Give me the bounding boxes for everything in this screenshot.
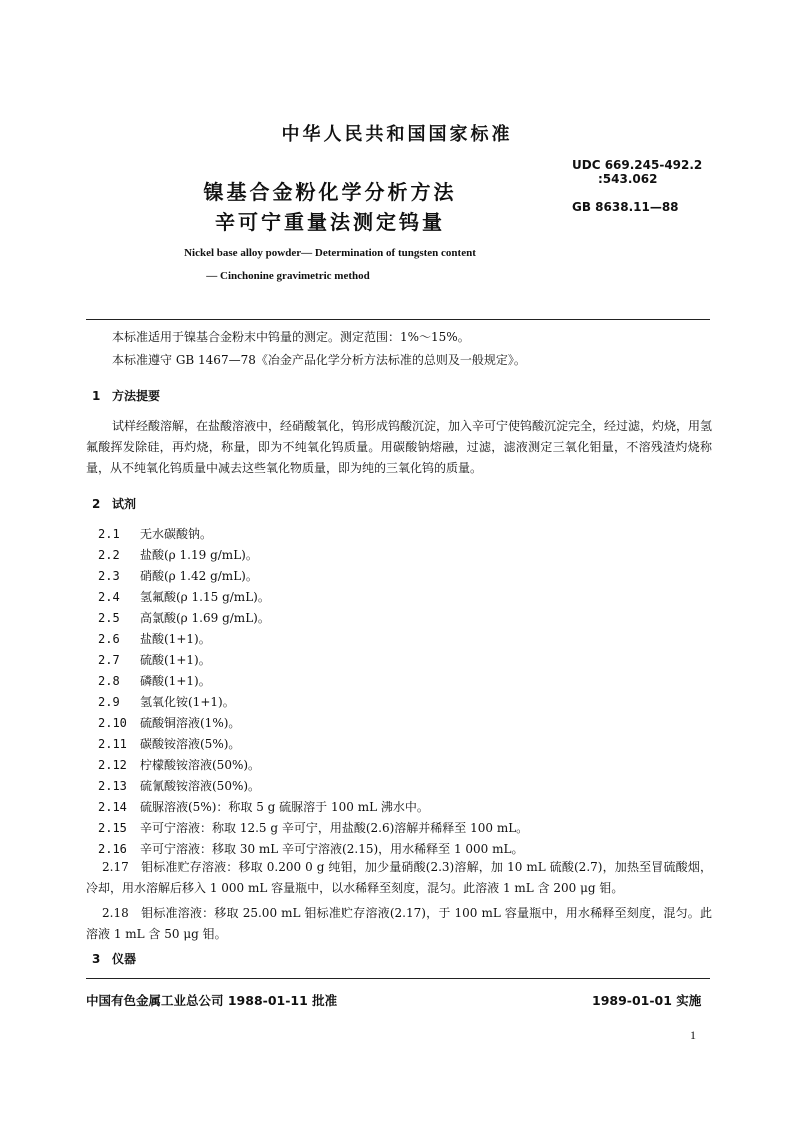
item-number: 2.6 bbox=[98, 632, 120, 646]
reagent-item bbox=[98, 777, 260, 794]
section-1-body: 试样经酸溶解，在盐酸溶液中，经硝酸氧化，钨形成钨酸沉淀，加入辛可宁使钨酸沉淀完全，经过滤，灼烧，用氢氟酸挥发除硅，再灼烧，称量，即为不纯氧化钨质量。用碳酸钠熔融，过滤，滤液测定三氧化钼量，不溶残渣灼烧称量，从不纯氧化钨质量中减去这些氧化物质量，即为纯的三氧化钨的质量。 bbox=[86, 419, 713, 475]
reagent-item bbox=[98, 714, 240, 731]
item-number: 2.15 bbox=[98, 821, 127, 835]
national-standard-heading: 中华人民共和国国家标准 bbox=[281, 124, 513, 145]
item-number: 2.13 bbox=[98, 779, 127, 793]
item-number: 2.3 bbox=[98, 569, 120, 583]
item-number: 2.10 bbox=[98, 716, 127, 730]
item-text: 碳酸铵溶液(5%)。 bbox=[140, 737, 241, 751]
reagent-item bbox=[98, 525, 212, 542]
compliance-paragraph: 本标准遵守 GB 1467—78《冶金产品化学分析方法标准的总则及一般规定》。 bbox=[112, 353, 526, 367]
reagent-item bbox=[98, 672, 211, 689]
item-text: 硫酸铜溶液(1%)。 bbox=[140, 716, 241, 730]
item-text: 辛可宁溶液：移取 30 mL 辛可宁溶液(2.15)，用水稀释至 1 000 mL。 bbox=[140, 842, 524, 856]
section-title: 仪器 bbox=[112, 952, 137, 966]
gb-number: GB 8638.11—88 bbox=[572, 200, 679, 214]
english-title-line1: Nickel base alloy powder— Determination of tungsten content bbox=[184, 247, 476, 259]
section-2-heading bbox=[92, 495, 136, 512]
section-number: 3 bbox=[92, 952, 101, 966]
page-number: 1 bbox=[690, 1028, 696, 1042]
section-title: 试剂 bbox=[112, 497, 137, 511]
reagent-item bbox=[98, 798, 429, 815]
section-1-heading bbox=[92, 387, 160, 404]
item-text: 盐酸(ρ 1.19 g/mL)。 bbox=[140, 548, 258, 562]
reagent-item bbox=[98, 546, 258, 563]
reagent-item bbox=[98, 840, 523, 857]
document-title-line2: 辛可宁重量法测定钨量 bbox=[215, 210, 445, 234]
item-text: 辛可宁溶液：称取 12.5 g 辛可宁，用盐酸(2.6)溶解并稀释至 100 mL。 bbox=[140, 821, 529, 835]
item-number: 2.8 bbox=[98, 674, 120, 688]
reagent-item bbox=[98, 630, 211, 647]
section-number: 1 bbox=[92, 389, 101, 403]
item-text: 氢氟酸(ρ 1.15 g/mL)。 bbox=[140, 590, 270, 604]
item-number: 2.16 bbox=[98, 842, 127, 856]
reagent-item bbox=[98, 735, 240, 752]
scope-paragraph: 本标准适用于镍基合金粉末中钨量的测定。测定范围：1%～15%。 bbox=[112, 330, 470, 344]
approval-note: 中国有色金属工业总公司 1988-01-11 批准 bbox=[86, 993, 338, 1008]
item-text: 硫氰酸铵溶液(50%)。 bbox=[140, 779, 261, 793]
item-text: 氢氧化铵(1+1)。 bbox=[140, 695, 235, 709]
header-divider bbox=[86, 319, 710, 320]
item-number: 2.4 bbox=[98, 590, 120, 604]
udc-code-cont: :543.062 bbox=[598, 172, 658, 186]
item-text: 硝酸(ρ 1.42 g/mL)。 bbox=[140, 569, 258, 583]
item-number: 2.9 bbox=[98, 695, 120, 709]
item-text: 无水碳酸钠。 bbox=[140, 527, 213, 541]
reagent-item bbox=[98, 609, 270, 626]
reagent-item-2-17: 2.17 钼标准贮存溶液：移取 0.200 0 g 纯钼，加少量硝酸(2.3)溶解，加 10 mL 硫酸(2.7)，加热至冒硫酸烟，冷却，用水溶解后移入 1 000 mL 容量瓶中，以水稀释至刻度，混匀。此溶液 1 mL 含 200 μg 钼。 bbox=[86, 860, 712, 895]
item-number: 2.14 bbox=[98, 800, 127, 814]
item-text: 磷酸(1+1)。 bbox=[140, 674, 211, 688]
reagent-item bbox=[98, 651, 211, 668]
item-number: 2.1 bbox=[98, 527, 120, 541]
reagent-item bbox=[98, 819, 528, 836]
document-title-line1: 镍基合金粉化学分析方法 bbox=[203, 180, 457, 204]
section-3-heading bbox=[92, 950, 136, 967]
item-number: 2.5 bbox=[98, 611, 120, 625]
english-title-line2: — Cinchonine gravimetric method bbox=[206, 270, 370, 282]
item-text: 盐酸(1+1)。 bbox=[140, 632, 211, 646]
item-text: 硫酸(1+1)。 bbox=[140, 653, 211, 667]
section-number: 2 bbox=[92, 497, 101, 511]
item-number: 2.2 bbox=[98, 548, 120, 562]
reagent-item bbox=[98, 693, 235, 710]
reagent-item bbox=[98, 588, 270, 605]
reagent-item bbox=[98, 756, 260, 773]
section-title: 方法提要 bbox=[112, 389, 161, 403]
footer-divider bbox=[86, 978, 710, 979]
item-number: 2.11 bbox=[98, 737, 127, 751]
item-number: 2.7 bbox=[98, 653, 120, 667]
implementation-date: 1989-01-01 实施 bbox=[592, 993, 702, 1008]
udc-code: UDC 669.245-492.2 bbox=[572, 158, 703, 172]
item-text: 硫脲溶液(5%)：称取 5 g 硫脲溶于 100 mL 沸水中。 bbox=[140, 800, 429, 814]
item-text: 柠檬酸铵溶液(50%)。 bbox=[140, 758, 261, 772]
reagent-item-2-18: 2.18 钼标准溶液：移取 25.00 mL 钼标准贮存溶液(2.17)，于 100 mL 容量瓶中，用水稀释至刻度，混匀。此溶液 1 mL 含 50 μg 钼。 bbox=[86, 906, 712, 941]
item-text: 高氯酸(ρ 1.69 g/mL)。 bbox=[140, 611, 270, 625]
item-number: 2.12 bbox=[98, 758, 127, 772]
reagent-item bbox=[98, 567, 258, 584]
